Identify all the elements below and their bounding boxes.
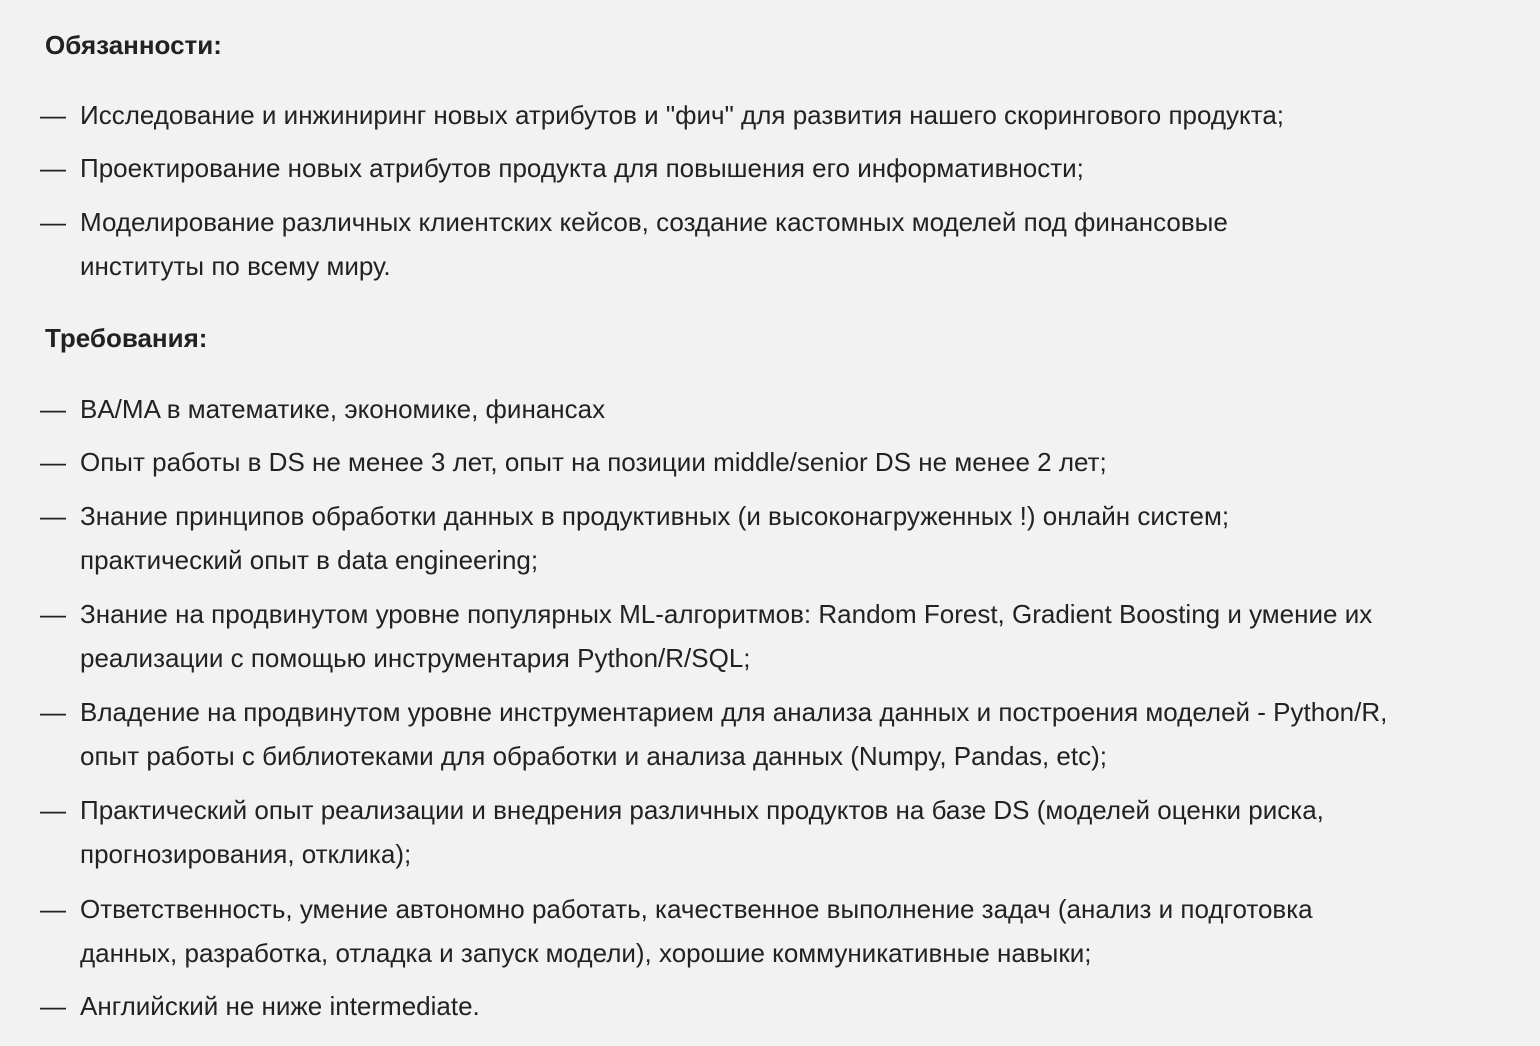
requirements-item-text: Владение на продвинутом уровне инструментарием для анализа данных и построения моделей - Python/R, опыт работы с библиотеками для обработки и анализа данных (Numpy, Pandas, etc); [80,697,1388,771]
dash-bullet: — [40,501,66,531]
dash-bullet: — [40,394,66,424]
dash-bullet: — [40,100,66,130]
duties-list-item [40,200,1480,288]
requirements-item-text: Знание принципов обработки данных в продуктивных (и высоконагруженных !) онлайн систем; практический опыт в data engineering; [80,501,1230,575]
requirements-item-text: Английский не ниже intermediate. [80,991,480,1021]
dash-bullet: — [40,599,66,629]
requirements-list-item [40,494,1480,582]
requirements-item-text: Опыт работы в DS не менее 3 лет, опыт на позиции middle/senior DS не менее 2 лет; [80,447,1107,477]
requirements-item-text: Ответственность, умение автономно работать, качественное выполнение задач (анализ и подготовка данных, разработка, отладка и запуск модели), хорошие коммуникативные навыки; [80,894,1313,968]
dash-bullet: — [40,447,66,477]
duties-item-text: Исследование и инжиниринг новых атрибутов и "фич" для развития нашего скорингового продукта; [80,100,1285,130]
requirements-item-text: Практический опыт реализации и внедрения различных продуктов на базе DS (моделей оценки риска, прогнозирования, отклика); [80,795,1324,869]
requirements-list-item [40,440,1480,484]
requirements-heading: Требования: [45,323,208,353]
requirements-list-item [40,690,1480,778]
dash-bullet: — [40,207,66,237]
requirements-list-item [40,984,1480,1028]
duties-list-item [40,93,1480,137]
dash-bullet: — [40,991,66,1021]
duties-list-item [40,146,1480,190]
requirements-item-text: BA/MA в математике, экономике, финансах [80,394,606,424]
dash-bullet: — [40,894,66,924]
duties-heading: Обязанности: [45,30,222,60]
dash-bullet: — [40,697,66,727]
duties-item-text: Проектирование новых атрибутов продукта для повышения его информативности; [80,153,1084,183]
requirements-item-text: Знание на продвинутом уровне популярных ML-алгоритмов: Random Forest, Gradient Boosting и умение их реализации с помощью инструментария Python/R/SQL; [80,599,1373,673]
duties-item-text: Моделирование различных клиентских кейсов, создание кастомных моделей под финансовые институты по всему миру. [80,207,1228,281]
requirements-list-item [40,788,1480,876]
dash-bullet: — [40,153,66,183]
requirements-list-item [40,387,1480,431]
requirements-list-item [40,887,1480,975]
dash-bullet: — [40,795,66,825]
requirements-list-item [40,592,1480,680]
